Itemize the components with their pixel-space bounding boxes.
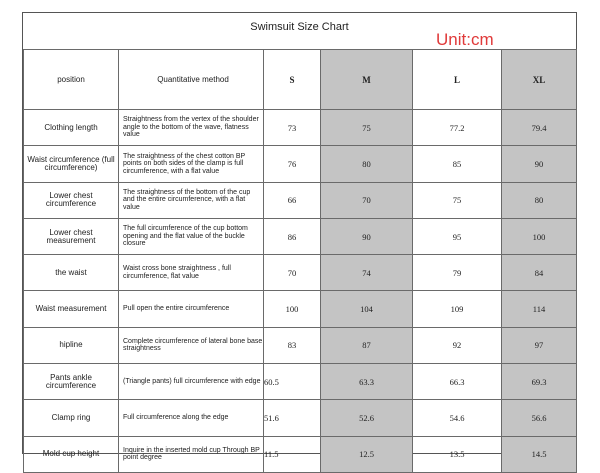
row-method-pants-ankle-circumference: (Triangle pants) full circumference with edge <box>119 364 264 400</box>
table-row <box>24 255 577 291</box>
value-s-pants-ankle-circumference: 60.5 <box>264 364 321 400</box>
row-position-pants-ankle-circumference: Pants ankle circumference <box>24 364 119 400</box>
row-method-hipline: Complete circumference of lateral bone base straightness <box>119 327 264 363</box>
value-xl-lower-chest-circumference: 80 <box>502 182 577 218</box>
row-position-lower-chest-measurement: Lower chest measurement <box>24 218 119 254</box>
value-xl-the-waist: 84 <box>502 255 577 291</box>
value-m-hipline: 87 <box>321 327 413 363</box>
row-method-mold-cup-height: Inquire in the inserted mold cup Through BP point degree <box>119 436 264 472</box>
header-size-s: S <box>264 50 321 110</box>
header-size-l: L <box>413 50 502 110</box>
table-row <box>24 110 577 146</box>
table-row <box>24 364 577 400</box>
row-method-clamp-ring: Full circumference along the edge <box>119 400 264 436</box>
value-m-waist-measurement: 104 <box>321 291 413 327</box>
value-s-clamp-ring: 51.6 <box>264 400 321 436</box>
value-l-clothing-length: 77.2 <box>413 110 502 146</box>
row-position-hipline: hipline <box>24 327 119 363</box>
row-position-clamp-ring: Clamp ring <box>24 400 119 436</box>
value-l-waist-circumference: 85 <box>413 146 502 182</box>
row-method-lower-chest-measurement: The full circumference of the cup bottom opening and the flat value of the buckle closure <box>119 218 264 254</box>
value-xl-waist-measurement: 114 <box>502 291 577 327</box>
table-row <box>24 436 577 472</box>
value-xl-waist-circumference: 90 <box>502 146 577 182</box>
size-table <box>23 49 577 473</box>
value-l-lower-chest-circumference: 75 <box>413 182 502 218</box>
row-method-lower-chest-circumference: The straightness of the bottom of the cup and the entire circumference, with a flat value <box>119 182 264 218</box>
value-s-hipline: 83 <box>264 327 321 363</box>
value-l-the-waist: 79 <box>413 255 502 291</box>
table-row <box>24 400 577 436</box>
value-l-clamp-ring: 54.6 <box>413 400 502 436</box>
header-row <box>24 50 577 110</box>
value-m-mold-cup-height: 12.5 <box>321 436 413 472</box>
row-method-clothing-length: Straightness from the vertex of the shoulder angle to the bottom of the wave, flatness value <box>119 110 264 146</box>
row-method-the-waist: Waist cross bone straightness , full circumference, flat value <box>119 255 264 291</box>
table-row <box>24 327 577 363</box>
value-s-the-waist: 70 <box>264 255 321 291</box>
value-m-pants-ankle-circumference: 63.3 <box>321 364 413 400</box>
header-method: Quantitative method <box>119 50 264 110</box>
value-m-clamp-ring: 52.6 <box>321 400 413 436</box>
row-position-the-waist: the waist <box>24 255 119 291</box>
value-m-the-waist: 74 <box>321 255 413 291</box>
value-s-lower-chest-circumference: 66 <box>264 182 321 218</box>
value-xl-clothing-length: 79.4 <box>502 110 577 146</box>
value-xl-lower-chest-measurement: 100 <box>502 218 577 254</box>
unit-label: Unit:cm <box>436 30 494 49</box>
table-row <box>24 291 577 327</box>
header-size-xl: XL <box>502 50 577 110</box>
row-position-lower-chest-circumference: Lower chest circumference <box>24 182 119 218</box>
header-size-m: M <box>321 50 413 110</box>
value-s-waist-measurement: 100 <box>264 291 321 327</box>
table-row <box>24 146 577 182</box>
value-m-lower-chest-circumference: 70 <box>321 182 413 218</box>
value-s-waist-circumference: 76 <box>264 146 321 182</box>
size-chart-sheet <box>22 12 577 462</box>
title-row <box>23 13 576 50</box>
row-method-waist-circumference: The straightness of the chest cotton BP points on both sides of the clamp is full circumference, with a flat value <box>119 146 264 182</box>
row-position-waist-circumference: Waist circumference (full circumference) <box>24 146 119 182</box>
value-l-lower-chest-measurement: 95 <box>413 218 502 254</box>
value-m-waist-circumference: 80 <box>321 146 413 182</box>
row-position-clothing-length: Clothing length <box>24 110 119 146</box>
table-row <box>24 218 577 254</box>
row-position-mold-cup-height: Mold cup height <box>24 436 119 472</box>
value-m-lower-chest-measurement: 90 <box>321 218 413 254</box>
row-method-waist-measurement: Pull open the entire circumference <box>119 291 264 327</box>
value-s-mold-cup-height: 11.5 <box>264 436 321 472</box>
chart-title: Swimsuit Size Chart <box>250 21 349 33</box>
value-s-lower-chest-measurement: 86 <box>264 218 321 254</box>
value-l-mold-cup-height: 13.5 <box>413 436 502 472</box>
value-xl-clamp-ring: 56.6 <box>502 400 577 436</box>
value-l-pants-ankle-circumference: 66.3 <box>413 364 502 400</box>
table-row <box>24 182 577 218</box>
value-s-clothing-length: 73 <box>264 110 321 146</box>
header-position: position <box>24 50 119 110</box>
value-xl-mold-cup-height: 14.5 <box>502 436 577 472</box>
value-l-waist-measurement: 109 <box>413 291 502 327</box>
value-m-clothing-length: 75 <box>321 110 413 146</box>
row-position-waist-measurement: Waist measurement <box>24 291 119 327</box>
value-xl-pants-ankle-circumference: 69.3 <box>502 364 577 400</box>
value-l-hipline: 92 <box>413 327 502 363</box>
value-xl-hipline: 97 <box>502 327 577 363</box>
